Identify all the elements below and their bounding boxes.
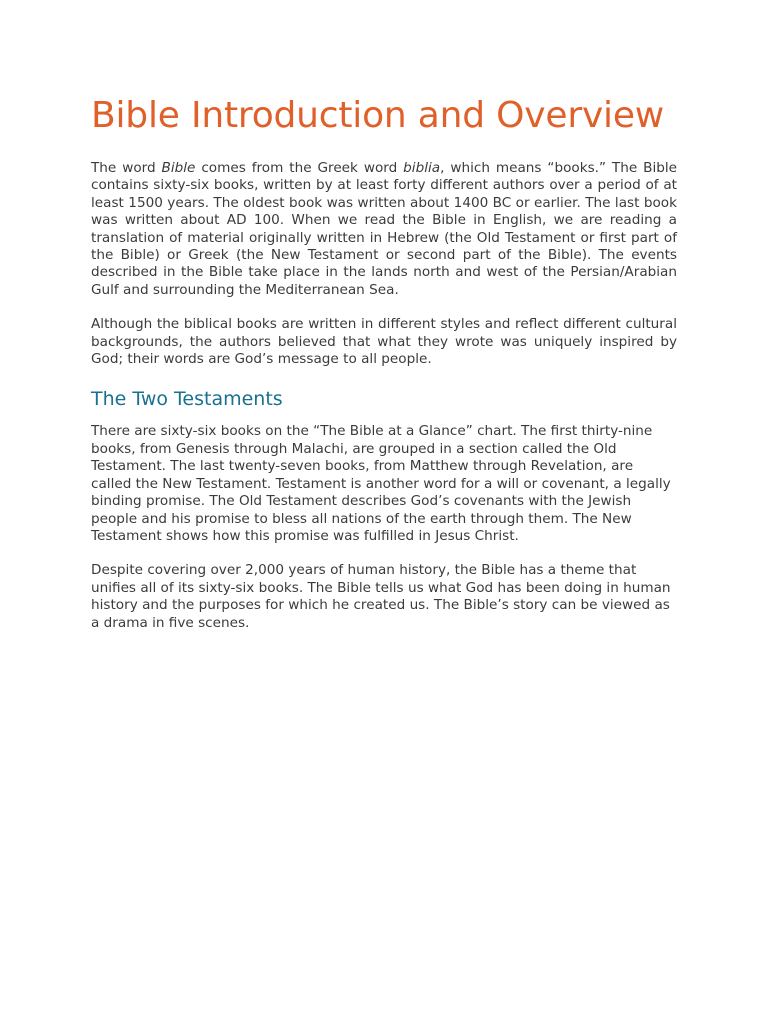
section-heading-two-testaments: The Two Testaments [91,388,283,411]
intro-italic-biblia: biblia [403,160,441,176]
document-title: Bible Introduction and Overview [91,95,665,136]
intro-text-1: The word [91,160,162,176]
intro-text-2: comes from the Greek word [195,160,404,176]
body-paragraph-styles: Although the biblical books are written in different styles and reflect different cultural backgrounds, the authors believed that what they wrote was uniquely inspired by God; their words are God’s message to all people. [91,316,677,368]
body-paragraph-theme: Despite covering over 2,000 years of human history, the Bible has a theme that unifies all of its sixty-six books. The Bible tells us what God has been doing in human history and the purposes for which he created us. The Bible’s story can be viewed as a drama in five scenes. [91,562,671,631]
body-paragraph-testaments: There are sixty-six books on the “The Bible at a Glance” chart. The first thirty-nine books, from Genesis through Malachi, are grouped in a section called the Old Testament. The last twenty-seven books, from Matthew through Revelation, are called the New Testament. Testament is another word for a will or covenant, a legally binding promise. The Old Testament describes God’s covenants with the Jewish people and his promise to bless all nations of the earth through them. The New Testament shows how this promise was fulfilled in Jesus Christ. [91,423,671,544]
intro-italic-bible: Bible [161,160,196,176]
intro-text-3: , which means “books.” The Bible contains sixty-six books, written by at least forty different authors over a period of at least 1500 years. The oldest book was written about 1400 BC or earlier. The last book was written about AD 100. When we read the Bible in English, we are reading a translation of material originally written in Hebrew (the Old Testament or first part of the Bible) or Greek (the New Testament or second part of the Bible). The events described in the Bible take place in the lands north and west of the Persian/Arabian Gulf and surrounding the Mediterranean Sea. [91,160,678,298]
document-page [91,92,677,632]
intro-paragraph [91,160,677,299]
